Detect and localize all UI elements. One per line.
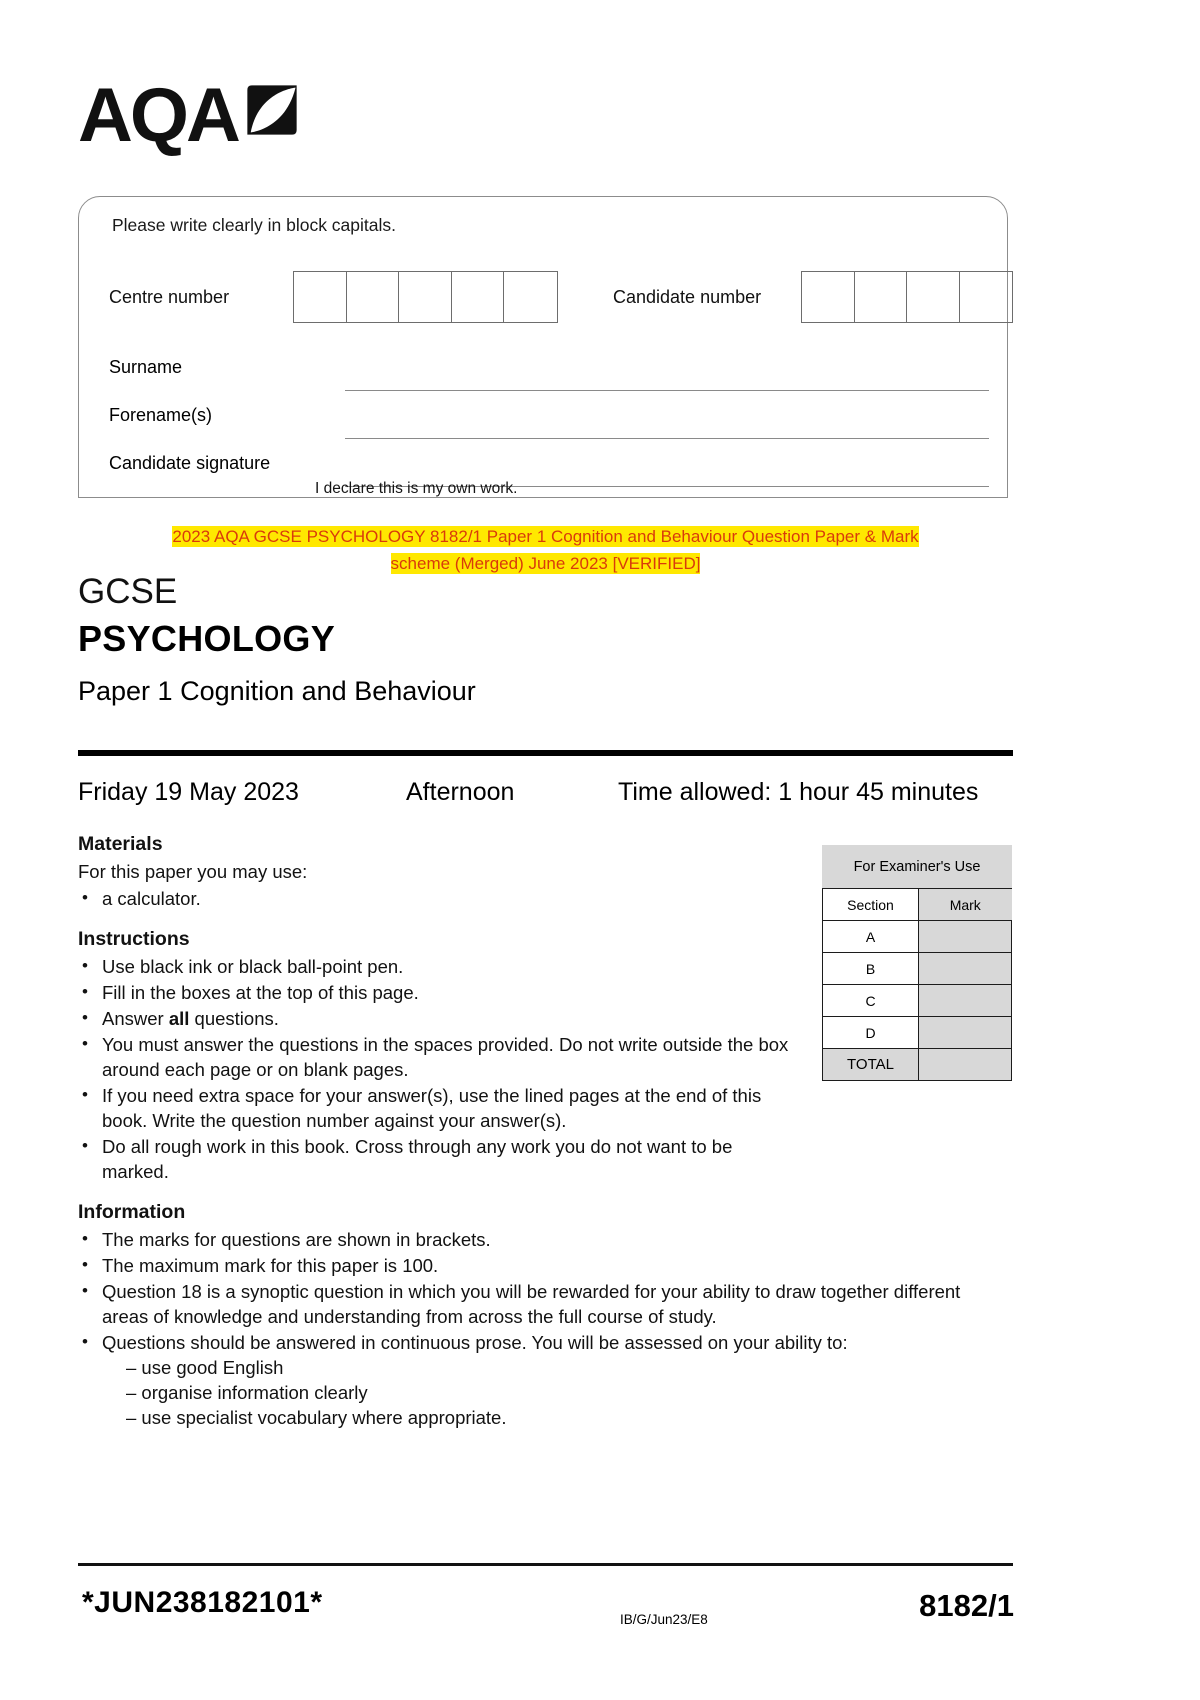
aqa-logo-text: AQA bbox=[78, 73, 238, 158]
list-item: • Question 18 is a synoptic question in which you will be rewarded for your ability to draw together different areas of knowledge and understanding from across the full course of study. bbox=[78, 1279, 978, 1329]
surname-input[interactable] bbox=[345, 390, 989, 391]
examiner-use-table bbox=[822, 845, 1012, 1081]
aqa-logo bbox=[78, 73, 300, 158]
sub-item: – use good English bbox=[126, 1357, 284, 1378]
materials-heading: Materials bbox=[78, 833, 163, 855]
list-item: • If you need extra space for your answer(s), use the lined pages at the end of this book. Write the question number against your answer(s). bbox=[78, 1083, 798, 1133]
centre-number-label: Centre number bbox=[109, 287, 230, 307]
list-item bbox=[78, 1006, 798, 1031]
instructions-heading: Instructions bbox=[78, 928, 190, 950]
table-row bbox=[823, 953, 1012, 985]
sub-item: – use specialist vocabulary where appropriate. bbox=[126, 1407, 507, 1428]
candidate-details-box bbox=[78, 196, 1008, 498]
candidate-number-cell[interactable] bbox=[855, 272, 908, 322]
highlight-line-1: 2023 AQA GCSE PSYCHOLOGY 8182/1 Paper 1 Cognition and Behaviour Question Paper & Mark bbox=[172, 527, 919, 546]
candidate-signature-label: Candidate signature bbox=[109, 453, 271, 473]
list-item: • a calculator. bbox=[78, 886, 798, 911]
instructions-list bbox=[78, 954, 798, 1184]
block-capitals-instruction: Please write clearly in block capitals. bbox=[112, 215, 397, 235]
table-row bbox=[823, 921, 1012, 953]
section-label-c: C bbox=[823, 985, 919, 1017]
footer-divider bbox=[78, 1563, 1013, 1566]
exam-date: Friday 19 May 2023 bbox=[78, 778, 299, 806]
table-row bbox=[823, 985, 1012, 1017]
candidate-number-cell[interactable] bbox=[802, 272, 855, 322]
mark-cell-a[interactable] bbox=[919, 921, 1012, 953]
candidate-number-label: Candidate number bbox=[613, 287, 762, 307]
number-row bbox=[109, 271, 989, 323]
barcode-text: *JUN238182101* bbox=[82, 1586, 323, 1619]
table-row bbox=[823, 846, 1012, 889]
ib-code: IB/G/Jun23/E8 bbox=[620, 1612, 708, 1627]
materials-list bbox=[78, 886, 798, 911]
centre-number-cell[interactable] bbox=[504, 272, 557, 322]
candidate-number-cell[interactable] bbox=[960, 272, 1013, 322]
list-item: • Fill in the boxes at the top of this page. bbox=[78, 980, 798, 1005]
mark-cell-d[interactable] bbox=[919, 1017, 1012, 1049]
paper-title: Paper 1 Cognition and Behaviour bbox=[78, 676, 476, 706]
section-label-a: A bbox=[823, 921, 919, 953]
header-divider bbox=[78, 750, 1013, 756]
mark-cell-b[interactable] bbox=[919, 953, 1012, 985]
forenames-label: Forename(s) bbox=[109, 405, 213, 425]
table-row bbox=[823, 1049, 1012, 1081]
qualification-title: GCSE bbox=[78, 572, 178, 611]
subject-title: PSYCHOLOGY bbox=[78, 618, 336, 659]
centre-number-cell[interactable] bbox=[399, 272, 452, 322]
centre-number-input[interactable] bbox=[293, 271, 558, 323]
centre-number-cell[interactable] bbox=[294, 272, 347, 322]
exam-time-allowed: Time allowed: 1 hour 45 minutes bbox=[618, 778, 979, 806]
list-item: • Do all rough work in this book. Cross through any work you do not want to be marked. bbox=[78, 1134, 798, 1184]
information-list bbox=[78, 1227, 978, 1430]
leaf-mark-icon bbox=[244, 82, 300, 138]
information-heading: Information bbox=[78, 1201, 186, 1223]
surname-label: Surname bbox=[109, 357, 183, 377]
centre-number-cell[interactable] bbox=[347, 272, 400, 322]
total-label: TOTAL bbox=[823, 1049, 919, 1081]
mark-cell-total[interactable] bbox=[919, 1049, 1012, 1081]
forenames-row bbox=[109, 395, 989, 443]
surname-row bbox=[109, 347, 989, 395]
candidate-number-cell[interactable] bbox=[907, 272, 960, 322]
list-item: • You must answer the questions in the spaces provided. Do not write outside the box around each page or on blank pages. bbox=[78, 1032, 798, 1082]
table-row bbox=[823, 1017, 1012, 1049]
column-header-mark: Mark bbox=[919, 889, 1012, 921]
declaration-text: I declare this is my own work. bbox=[315, 480, 518, 497]
section-label-d: D bbox=[823, 1017, 919, 1049]
list-item: • Use black ink or black ball-point pen. bbox=[78, 954, 798, 979]
list-item-text: Questions should be answered in continuous prose. You will be assessed on your ability to: bbox=[102, 1332, 848, 1353]
materials-intro: For this paper you may use: bbox=[78, 861, 308, 882]
examiner-table-title: For Examiner's Use bbox=[823, 846, 1012, 889]
list-item: • The marks for questions are shown in brackets. bbox=[78, 1227, 978, 1252]
table-row bbox=[823, 889, 1012, 921]
paper-code: 8182/1 bbox=[919, 1588, 1014, 1623]
forenames-input[interactable] bbox=[345, 438, 989, 439]
name-fields bbox=[109, 347, 989, 491]
list-item-text: Answer all questions. bbox=[102, 1008, 279, 1029]
centre-number-cell[interactable] bbox=[452, 272, 505, 322]
column-header-section: Section bbox=[823, 889, 919, 921]
list-item: • The maximum mark for this paper is 100. bbox=[78, 1253, 978, 1278]
exam-session: Afternoon bbox=[406, 778, 515, 806]
candidate-number-input[interactable] bbox=[801, 271, 1013, 323]
section-label-b: B bbox=[823, 953, 919, 985]
mark-cell-c[interactable] bbox=[919, 985, 1012, 1017]
sub-item: – organise information clearly bbox=[126, 1382, 368, 1403]
highlighted-title bbox=[78, 524, 1013, 578]
list-item bbox=[78, 1330, 978, 1430]
signature-row bbox=[109, 443, 989, 491]
exam-details-line bbox=[78, 778, 1013, 814]
highlight-line-2: scheme (Merged) June 2023 [VERIFIED] bbox=[390, 554, 701, 573]
